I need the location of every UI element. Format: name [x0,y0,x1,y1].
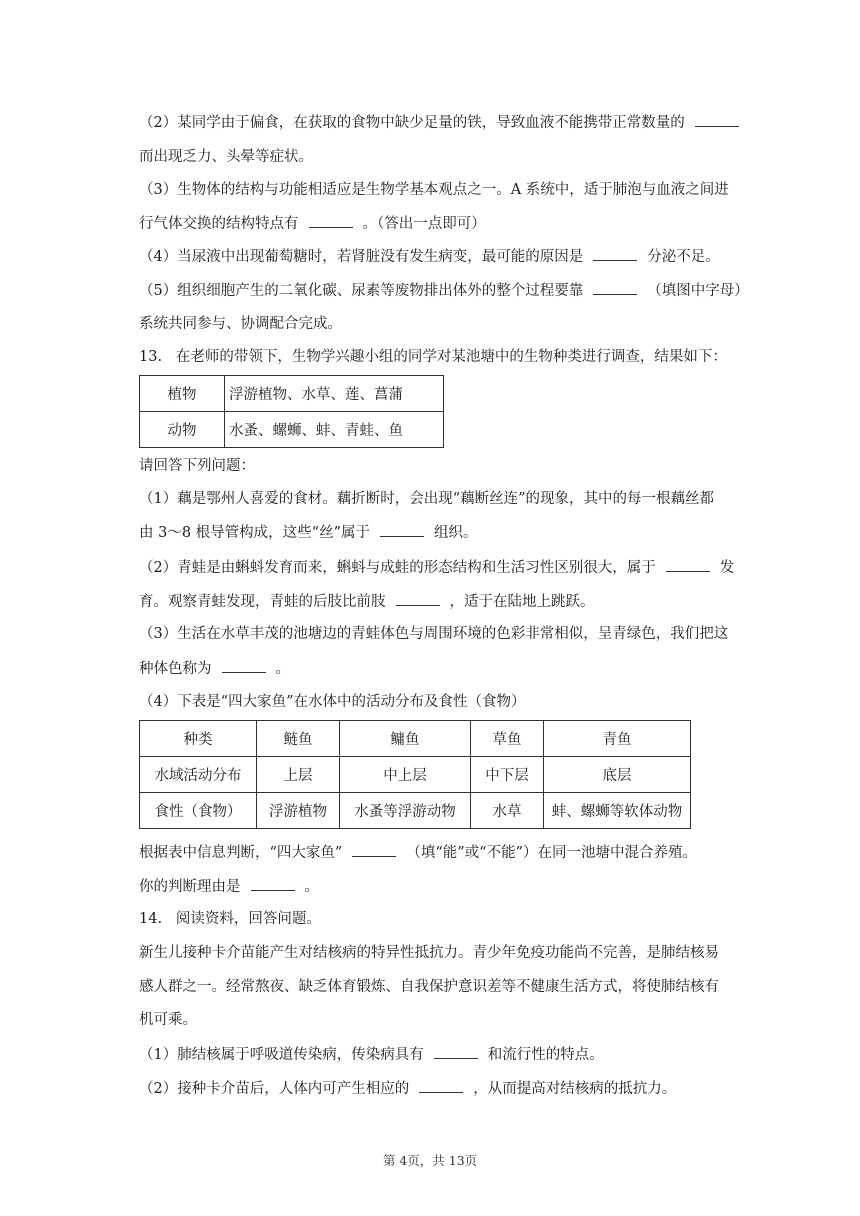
q13-part4: （4）下表是“四大家鱼”在水体中的活动分布及食性（食物） [139,694,526,710]
q14-material-line3: 机可乘。 [139,1012,197,1028]
q13-judge: 根据表中信息判断，“四大家鱼” （填“能”或“不能”）在同一池塘中混合养殖。 [139,842,697,863]
q12-part5-line1: （5）组织细胞产生的二氧化碳、尿素等废物排出体外的整个过程要靠 （填图中字母） [139,280,749,301]
q13-part3-line2: 种体色称为 。 [139,658,290,679]
q14-part1: （1）肺结核属于呼吸道传染病，传染病具有 和流行性的特点。 [139,1044,604,1065]
q14-material-line1: 新生儿接种卡介苗能产生对结核病的特异性抵抗力。青少年免疫功能尚不完善，是肺结核易 [139,945,719,961]
fish-table [139,720,691,829]
answer-blank[interactable] [434,1044,478,1059]
table-cell: 中下层 [471,757,544,793]
q13-part1-line2: 由 3～8 根导管构成，这些“丝”属于 组织。 [139,522,478,543]
q13-part1-line1: （1）藕是鄂州人喜爱的食材。藕折断时，会出现“藕断丝连”的现象，其中的每一根藕丝都 [139,491,715,507]
table-cell: 食性（食物） [140,793,257,829]
q13-ask: 请回答下列问题： [139,458,255,474]
q14-part2: （2）接种卡介苗后，人体内可产生相应的 ，从而提高对结核病的抵抗力。 [139,1078,676,1099]
table-row [140,412,444,448]
table-cell: 水蚤、螺蛳、蚌、青蛙、鱼 [225,412,444,448]
table-cell: 植物 [140,376,225,412]
answer-blank[interactable] [695,112,739,127]
q12-part3-line1: （3）生物体的结构与功能相适应是生物学基本观点之一。A 系统中，适于肺泡与血液之间进 [139,182,729,198]
table-cell: 底层 [544,757,691,793]
q12-part2-line1: （2）某同学由于偏食，在获取的食物中缺少足量的铁，导致血液不能携带正常数量的 [139,112,749,133]
q12-part2-line2: 而出现乏力、头晕等症状。 [139,149,313,165]
answer-blank[interactable] [352,842,396,857]
table-cell: 浮游植物 [257,793,340,829]
answer-blank[interactable] [593,280,637,295]
page-footer: 第 4页，共 13页 [382,1153,478,1168]
table-header-cell: 种类 [140,721,257,757]
answer-blank[interactable] [251,876,295,891]
table-cell: 水蚤等浮游动物 [340,793,471,829]
answer-blank[interactable] [666,557,710,572]
q13-part3-line1: （3）生活在水草丰茂的池塘边的青蛙体色与周围环境的色彩非常相似，呈青绿色，我们把这 [139,626,729,642]
answer-blank[interactable] [396,591,440,606]
q12-part3-line2: 行气体交换的结构特点有 。（答出一点即可） [139,213,486,234]
table-cell: 中上层 [340,757,471,793]
table-header-cell: 鳙鱼 [340,721,471,757]
q14-material-line2: 感人群之一。经常熬夜、缺乏体育锻炼、自我保护意识差等不健康生活方式，将使肺结核有 [139,979,719,995]
table-cell: 水域活动分布 [140,757,257,793]
table-header-cell: 草鱼 [471,721,544,757]
table-row [140,721,691,757]
answer-blank[interactable] [309,213,353,228]
q13-part2-line2: 育。观察青蛙发现，青蛙的后肢比前肢 ，适于在陆地上跳跃。 [139,591,595,612]
table-cell: 上层 [257,757,340,793]
table-cell: 浮游植物、水草、莲、菖蒲 [225,376,444,412]
q14-intro: 14. 阅读资料，回答问题。 [139,911,321,927]
table-cell: 动物 [140,412,225,448]
q12-part4: （4）当尿液中出现葡萄糖时，若肾脏没有发生病变，最可能的原因是 分泌不足。 [139,246,720,267]
q13-reason: 你的判断理由是 。 [139,876,319,897]
table-row [140,793,691,829]
answer-blank[interactable] [380,522,424,537]
table-header-cell: 鲢鱼 [257,721,340,757]
table-cell: 水草 [471,793,544,829]
q13-intro: 13. 在老师的带领下，生物学兴趣小组的同学对某池塘中的生物种类进行调查，结果如下： [139,349,727,365]
table-cell: 蚌、螺蛳等软体动物 [544,793,691,829]
survey-table [139,375,444,448]
table-header-cell: 青鱼 [544,721,691,757]
answer-blank[interactable] [419,1078,463,1093]
table-row [140,757,691,793]
table-row [140,376,444,412]
answer-blank[interactable] [222,658,266,673]
answer-blank[interactable] [593,246,637,261]
q13-part2-line1: （2）青蛙是由蝌蚪发育而来，蝌蚪与成蛙的形态结构和生活习性区别很大，属于 发 [139,557,734,578]
q12-part5-line2: 系统共同参与、协调配合完成。 [139,316,342,332]
